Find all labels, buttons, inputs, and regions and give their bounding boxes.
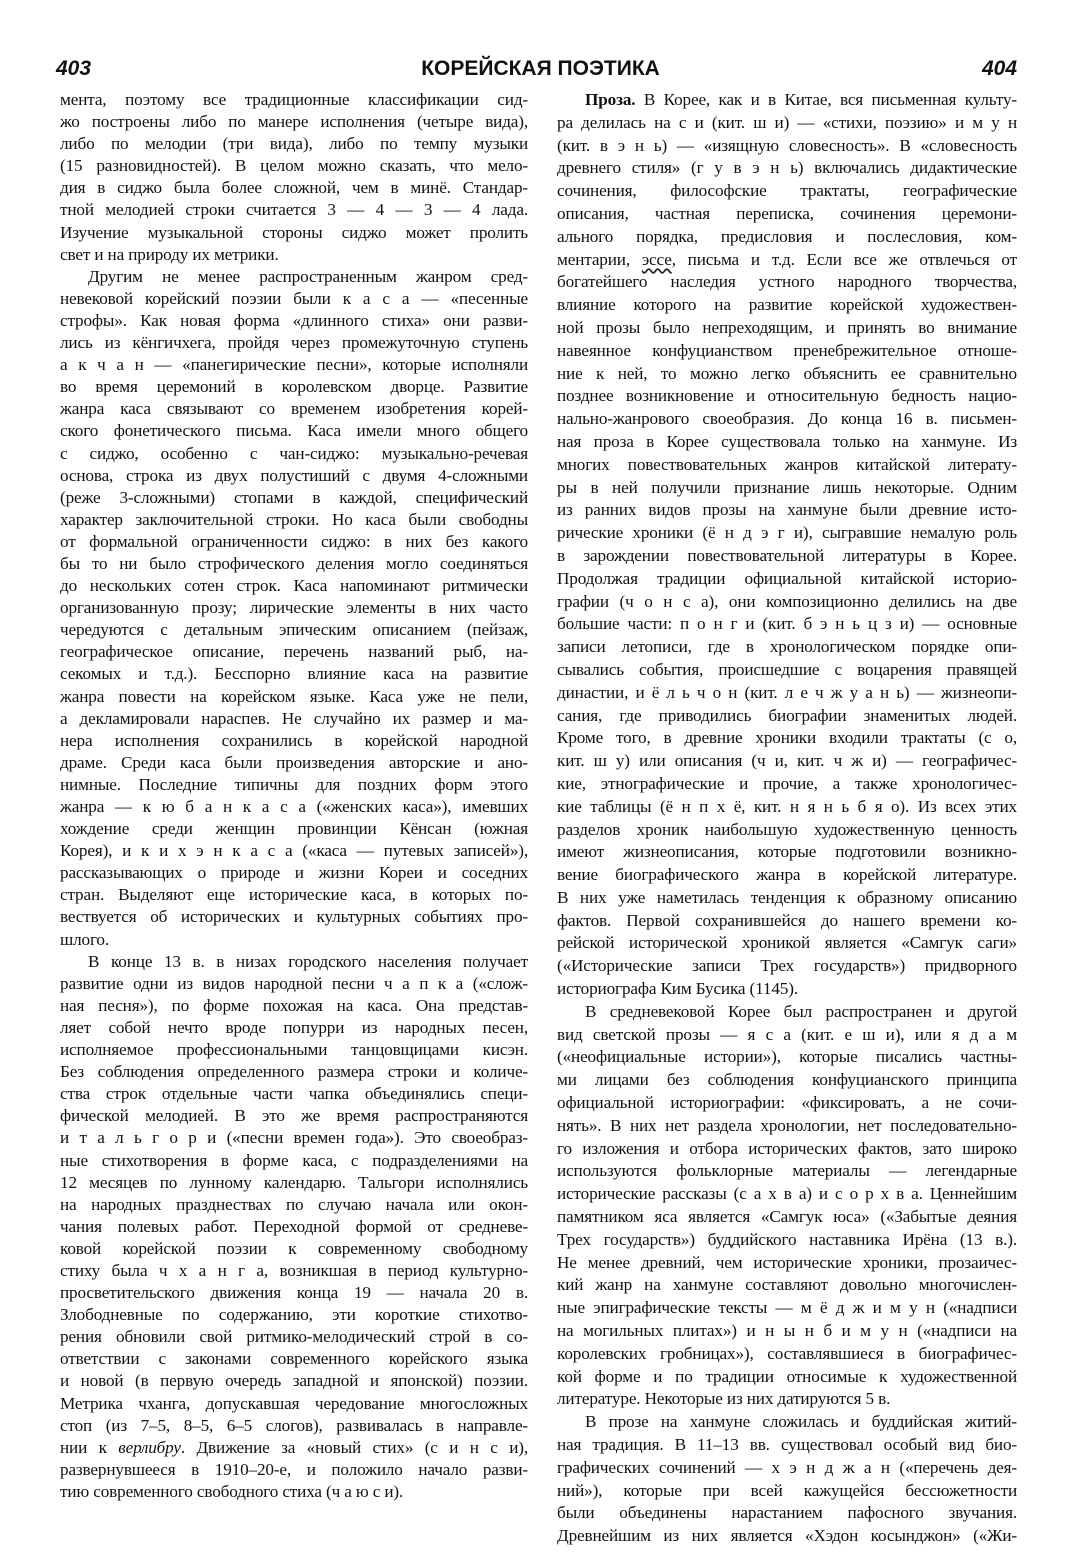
text-line: королевских гробницах»), составлявшиеся в биографичес-: [557, 1343, 1017, 1363]
text-line: характер заключительной строки. Но каса были свободны: [60, 509, 528, 529]
text-line: нимные. Последние типичны для поздних форм этого: [60, 774, 528, 794]
text-line: фической мелодией. В это же время распространяются: [60, 1106, 528, 1126]
text-line: кие, этнографические и прочие, а также хронологичес-: [557, 773, 1017, 793]
text-line: в зарождении повествовательной литературы в Корее.: [557, 545, 1017, 565]
text-line: ные эпиграфические тексты — м ё д ж и м у н («надписи: [557, 1298, 1017, 1318]
text-line: тной мелодией строки считается 3 — 4 — 3 — 4 лада.: [60, 200, 528, 220]
text-line: ная песня»), по форме похожая на каса. Она представ-: [60, 995, 528, 1015]
text-line: хождение среди женщин провинции Кёнсан (южная: [60, 819, 528, 839]
text-segment: В Корее, как и в Китае, вся письменная культу-: [635, 90, 1017, 109]
text-line: просветительского движения конца 19 — начала 20 в.: [60, 1283, 528, 1303]
text-line: литературе. Некоторые из них датируются 5 в.: [557, 1389, 891, 1409]
text-line: Кроме того, в древние хроники входили трактаты (с о,: [557, 728, 1017, 748]
text-line: го изложения и отбора исторических фактов, зато широко: [557, 1138, 1017, 1158]
text-line: ми лицами без соблюдения конфуцианского принципа: [557, 1070, 1017, 1090]
text-line: навеянное конфуцианством пренебрежительное отноше-: [557, 340, 1017, 360]
text-line: свет и на природу их метрики.: [60, 244, 279, 264]
text-line: шлого.: [60, 929, 110, 949]
text-line: ная проза в Корее существовала только на ханмуне. Из: [557, 431, 1017, 451]
text-line: («Исторические записи Трех государств») придворного: [557, 956, 1017, 976]
text-line: Злободневные по содержанию, эти короткие стихотво-: [60, 1305, 528, 1325]
text-segment: ментарии,: [557, 249, 642, 269]
text-line: графии (ч о н с а), они композиционно делились на две: [557, 591, 1017, 611]
text-line: ляет собой нечто вроде попурри из народных песен,: [60, 1017, 528, 1037]
paragraph: [557, 1001, 1017, 1411]
text-line: рассказывающих о природе и жизни Кореи и соседних: [60, 863, 528, 883]
text-line: строфы». Как новая форма «длинного стиха» они разви-: [60, 310, 528, 330]
text-line: на народных празднествах по случаю начала или окон-: [60, 1194, 528, 1214]
text-line: ние к ней, то можно легко объяснить ее сравнительно: [557, 363, 1017, 383]
text-line: ры в ней получили признание лишь некоторые. Одним: [557, 477, 1017, 497]
text-line: многих повествовательных жанров китайской литерату-: [557, 454, 1017, 474]
text-line: сывались события, происшедшие с воцарения правящей: [557, 659, 1017, 679]
text-line: описания, частная переписка, сочинения церемони-: [557, 203, 1017, 223]
text-line: исполняемое профессиональными танцовщицами кисэн.: [60, 1040, 528, 1060]
text-line: используются фольклорные материалы — легендарные: [557, 1161, 1017, 1181]
text-line: от формальной ограниченности сиджо: в них без какого: [60, 531, 528, 551]
running-title-text: КОРЕЙСКАЯ ПОЭТИКА: [421, 57, 660, 80]
text-column-left: [60, 89, 528, 1503]
text-line: [557, 89, 1017, 112]
text-line: развитие одни из видов народной песни ч а п к а («слож-: [60, 973, 528, 993]
text-line: невековой корейский поэзии были к а с а — «песенные: [60, 288, 528, 308]
text-line: влияние которого на развитие корейской художествен-: [557, 295, 1017, 315]
text-line: ной прозы было непреходящим, и принять во внимание: [557, 317, 1017, 337]
text-line: нально-жанрового своеобразия. До конца 16 в. письмен-: [557, 409, 1017, 429]
text-line: позднее возникновение и относительную бедность нацио-: [557, 386, 1017, 406]
text-line: официальной историографии: «фиксировать, а не сочи-: [557, 1093, 1017, 1113]
text-line: стоп (из 7–5, 8–5, 6–5 слогов), развивалась в направле-: [60, 1415, 528, 1435]
text-line: развернувшееся в 1910–20-е, и положило начало разви-: [60, 1459, 528, 1479]
text-line: основа, строка из двух полустиший с двумя 4-сложными: [60, 465, 528, 485]
text-line: ского фонетического письма. Каса имели много общего: [60, 421, 528, 441]
text-line: во время церемоний в королевском дворце. Развитие: [60, 377, 528, 397]
text-line: Продолжая традиции официальной китайской историо-: [557, 568, 1017, 588]
text-line: В конце 13 в. в низах городского населения получает: [88, 951, 528, 971]
text-line: большие части: п о н г и (кит. б э н ь ц з и) — основные: [557, 614, 1017, 634]
text-line: и т а л ь г о р и («песни времен года»). Это своеобраз-: [60, 1128, 528, 1148]
text-line: географическое описание, перечень названий рыб, на-: [60, 642, 528, 662]
text-line: были объединены нарастанием пафосного звучания.: [557, 1503, 1017, 1523]
text-line: вение биографического жанра в корейской литературе.: [557, 865, 1017, 885]
text-line: дия в сиджо была более сложной, чем в минё. Стандар-: [60, 178, 528, 198]
italic-term: верлибру: [118, 1437, 181, 1457]
text-segment: , письма и т.д. Если все же отвлечься от: [671, 249, 1017, 269]
text-line: разделов хроник наибольшую художественную ценность: [557, 819, 1017, 839]
text-line: Метрика чханга, допускавшая чередование многосложных: [60, 1393, 528, 1413]
text-line: мента, поэтому все традиционные классификации сид-: [60, 90, 528, 109]
text-line: либо по мелодии (три вида), либо по темпу музыки: [60, 134, 528, 154]
text-line: сания, где приводились биографии знаменитых людей.: [557, 705, 1017, 725]
text-line: [557, 249, 1017, 272]
text-line: Трех государств») буддийского наставника Ирёна (13 в.).: [557, 1229, 1017, 1249]
text-line: имеют жизнеописания, которые подготовили возникно-: [557, 842, 1017, 862]
text-segment: нии к: [60, 1437, 119, 1457]
text-line: стиху была ч х а н г а, возникшая в период культурно-: [60, 1260, 528, 1280]
text-line: рейской исторической хроникой является «Самгук саги»: [557, 933, 1017, 953]
text-line: ра делилась на с и (кит. ш и) — «стихи, поэзию» и м у н: [557, 112, 1017, 132]
text-line: ального порядка, предисловия и послесловия, ком-: [557, 226, 1017, 246]
text-line: сочинения, философские трактаты, географические: [557, 181, 1017, 201]
text-line: до нескольких сотен строк. Каса напоминают ритмически: [60, 576, 528, 596]
text-line: ства строк отдельные части чапка объединялись специ-: [60, 1084, 528, 1104]
text-column-right: [557, 89, 1017, 1548]
text-line: ная традиция. В 11–13 вв. существовал особый вид био-: [557, 1435, 1017, 1455]
paragraph: [60, 266, 528, 951]
text-line: записи летописи, где в хронологическом порядке опи-: [557, 637, 1017, 657]
text-line: памятником яса является «Самгук юса» («Забытые деяния: [557, 1207, 1017, 1227]
text-line: вествуется об исторических и культурных событиях про-: [60, 907, 528, 927]
text-line: организованную прозу; лирические элементы в них часто: [60, 598, 528, 618]
text-line: а к ч а н — «панегирические песни», которые исполняли: [60, 355, 528, 375]
section-heading: Проза.: [585, 90, 636, 109]
underlined-term: эссе: [641, 249, 672, 269]
page-number-right: 404: [982, 57, 1018, 80]
text-line: В них уже наметилась тенденция к образному описанию: [557, 887, 1017, 907]
text-line: на могильных плитах») и н ы н б и м у н («надписи на: [557, 1321, 1017, 1341]
text-line: В средневековой Корее был распространен и другой: [585, 1001, 1017, 1021]
text-line: Корея), и к и х э н к а с а («каса — путевых записей»),: [60, 841, 528, 861]
text-line: ответствии с законами современного корейского языка: [60, 1349, 528, 1369]
text-line: жанра повести на корейском языке. Каса уже не пели,: [60, 686, 528, 706]
text-line: Древнейшим из них является «Хэдон косынджон» («Жи-: [557, 1526, 1017, 1546]
text-line: лись из кёнгичхега, пройдя через промежуточную ступень: [60, 333, 528, 353]
text-line: Без соблюдения определенного размера строки и количе-: [60, 1062, 528, 1082]
text-line: (15 разновидностей). В целом можно сказать, что мело-: [60, 156, 528, 176]
text-line: кой форме и по традиции относимые к художественной: [557, 1366, 1017, 1386]
text-line: Другим не менее распространенным жанром сред-: [88, 266, 528, 286]
text-line: древнего стиля» (г у в э н ь) включались дидактические: [557, 158, 1017, 178]
text-line: кит. ш у) или описания (ч и, кит. ч ж и) — географичес-: [557, 751, 1017, 771]
text-line: драме. Среди каса были произведения авторские и ано-: [60, 752, 528, 772]
text-line: нера исполнения сохранились в корейской народной: [60, 730, 528, 750]
paragraph: [60, 951, 528, 1503]
text-line: жо построены либо по манере исполнения (четыре вида),: [60, 112, 528, 132]
text-line: ний»), которые при всей кажущейся бессюжетности: [557, 1480, 1017, 1500]
text-line: жанра — к ю б а н к а с а («женских каса»), имевших: [60, 797, 528, 816]
text-line: ковой корейской поэзии к современному свободному: [60, 1238, 528, 1258]
text-line: Изучение музыкальной стороны сиджо может пролить: [60, 222, 528, 242]
text-line: чередуются с детальным эпическим описанием (пейзаж,: [60, 620, 528, 640]
text-line: рения обновили свой ритмико-мелодический строй в со-: [60, 1327, 528, 1347]
text-line: историографа Ким Бусика (1145).: [557, 979, 798, 999]
text-line: графических сочинений — х э н д ж а н («перечень дея-: [557, 1457, 1017, 1477]
text-line: тию современного свободного стиха (ч а ю с и).: [60, 1481, 404, 1501]
text-line: фактов. Первой сохранившейся до нашего времени ко-: [557, 910, 1017, 930]
text-line: из ранних видов прозы на ханмуне были древние исто-: [557, 500, 1017, 520]
text-line: В прозе на ханмуне сложилась и буддийская житий-: [585, 1412, 1017, 1432]
text-line: вид светской прозы — я с а (кит. е ш и), или я д а м: [557, 1024, 1017, 1044]
text-line: исторические рассказы (с а х в а) и с о р х в а. Ценнейшим: [557, 1184, 1017, 1204]
text-line: ные стихотворения в форме каса, с подразделениями на: [60, 1150, 528, 1170]
paragraph: [60, 89, 528, 266]
text-line: [60, 1437, 528, 1459]
text-line: кий жанр на ханмуне составляют довольно многочислен-: [557, 1275, 1017, 1295]
text-line: кие таблицы (ё н п х ё, кит. н я н ь б я о). Из всех этих: [557, 796, 1017, 816]
text-line: а декламировали нараспев. Не случайно их размер и ма-: [60, 708, 528, 728]
text-line: рические хроники (ё н д э г и), сыгравшие немалую роль: [557, 523, 1017, 543]
text-line: нять». В них нет раздела хронологии, нет последовательно-: [557, 1115, 1017, 1135]
text-line: 12 месяцев по лунному календарю. Тальгори исполнялись: [60, 1172, 528, 1192]
text-line: и новой (в первую очередь западной и японской) поэзии.: [60, 1371, 528, 1391]
text-line: чания полевых работ. Переходной формой от средневе-: [60, 1216, 528, 1236]
text-line: Не менее древний, чем исторические хроники, прозаичес-: [557, 1252, 1017, 1272]
text-line: династии, и ё л ь ч о н (кит. л е ч ж у а н ь) — жизнеопи-: [557, 682, 1017, 702]
text-line: (кит. в э н ь) — «изящную словесность». В «словесность: [557, 135, 1017, 155]
paragraph: [557, 89, 1017, 1001]
text-line: бы то ни было строфического деления могло соединяться: [60, 553, 528, 573]
text-segment: . Движение за «новый стих» (с и н с и),: [180, 1437, 529, 1457]
running-title: [0, 56, 1085, 82]
paragraph: [557, 1411, 1017, 1548]
text-line: жанра каса связывают со временем изобретения корей-: [60, 399, 528, 419]
text-line: («неофициальные истории»), которые писались частны-: [557, 1047, 1017, 1067]
text-line: стран. Выделяют еще исторические каса, в которых по-: [60, 885, 528, 905]
text-line: секомых и т.д.). Бесспорно влияние каса на развитие: [60, 664, 528, 684]
page-number-left: 403: [56, 57, 92, 80]
text-line: с сиджо, особенно с чан-сиджо: музыкально-речевая: [60, 443, 528, 463]
text-line: (реже 3-сложными) стопами в каждой, специфический: [60, 487, 528, 507]
text-line: богатейшего наследия устного народного творчества,: [557, 272, 1017, 292]
